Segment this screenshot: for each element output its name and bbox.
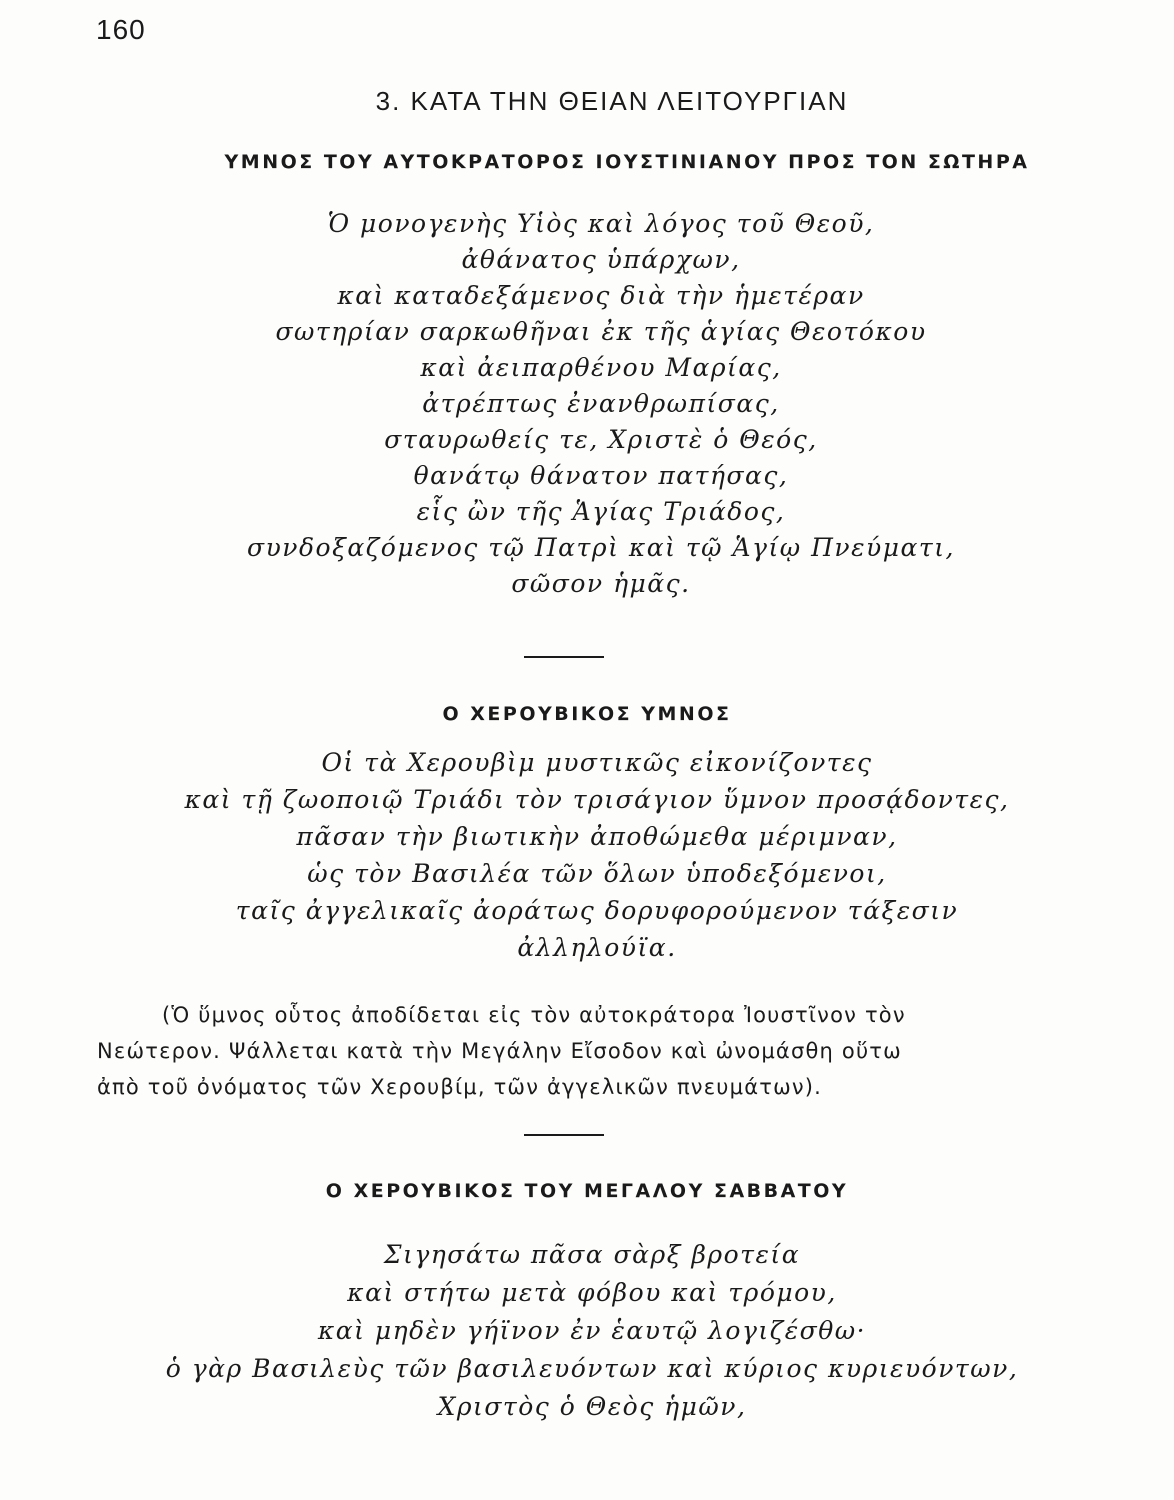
hymn-title-justinian: ΥΜΝΟΣ ΤΟΥ ΑΥΤΟΚΡΑΤΟΡΟΣ ΙΟΥΣΤΙΝΙΑΝΟΥ ΠΡΟΣ ΤΟΝ ΣΩΤΗΡΑ [224,151,1030,173]
verse-line: καὶ τῇ ζωοποιῷ Τριάδι τὸν τρισάγιον ὕμνον προσᾴδοντες, [184,785,1010,814]
hymn-verse-holy-saturday [0,1236,1174,1426]
verse-line: Ὁ μονογενὴς Υἱὸς καὶ λόγος τοῦ Θεοῦ, [327,209,875,238]
verse-line: σωτηρίαν σαρκωθῆναι ἐκ τῆς ἁγίας Θεοτόκου [275,317,927,346]
verse-line: ὁ γὰρ Βασιλεὺς τῶν βασιλευόντων καὶ κύριος κυριευόντων, [165,1354,1019,1383]
verse-line: πᾶσαν τὴν βιωτικὴν ἀποθώμεθα μέριμναν, [296,822,898,851]
hymn-note [97,997,1075,1105]
verse-line: ἀτρέπτως ἐνανθρωπίσας, [422,389,780,418]
page-number: 160 [96,14,146,45]
hymn-title-cherubic: Ο ΧΕΡΟΥΒΙΚΟΣ ΥΜΝΟΣ [442,703,732,725]
note-line: ἀπὸ τοῦ ὀνόματος τῶν Χερουβίμ, τῶν ἀγγελικῶν πνευμάτων). [97,1075,823,1099]
verse-line: Οἱ τὰ Χερουβὶμ μυστικῶς εἰκονίζοντες [321,748,873,777]
verse-line: Χριστὸς ὁ Θεὸς ἡμῶν, [437,1392,747,1421]
hymn-verse-justinian [0,206,1174,602]
verse-line: Σιγησάτω πᾶσα σὰρξ βροτεία [383,1240,801,1269]
verse-line: θανάτῳ θάνατον πατήσας, [413,461,789,490]
section-title: 3. ΚΑΤΑ ΤΗΝ ΘΕΙΑΝ ΛΕΙΤΟΥΡΓΙΑΝ [375,86,849,116]
verse-line: καὶ στήτω μετὰ φόβου καὶ τρόμου, [347,1278,837,1307]
verse-line: καὶ μηδὲν γήϊνον ἐν ἑαυτῷ λογιζέσθω· [317,1316,867,1345]
note-line: Νεώτερον. Ψάλλεται κατὰ τὴν Μεγάλην Εἴσοδον καὶ ὠνομάσθη οὕτω [97,1039,902,1063]
verse-line: καὶ καταδεξάμενος διὰ τὴν ἡμετέραν [337,281,865,310]
verse-line: εἷς ὢν τῆς Ἁγίας Τριάδος, [416,497,786,526]
verse-line: ἀλληλούϊα. [517,933,677,962]
verse-line: καὶ ἀειπαρθένου Μαρίας, [420,353,782,382]
verse-line: ὡς τὸν Βασιλέα τῶν ὅλων ὑποδεξόμενοι, [307,859,887,888]
hymn-verse-cherubic [0,744,1174,966]
verse-line: σταυρωθείς τε, Χριστὲ ὁ Θεός, [384,425,818,454]
verse-line: ταῖς ἀγγελικαῖς ἀοράτως δορυφορούμενον τάξεσιν [235,896,959,925]
verse-line: σῶσον ἡμᾶς. [511,569,691,598]
section-divider [524,1134,604,1136]
hymn-title-holy-saturday: Ο ΧΕΡΟΥΒΙΚΟΣ ΤΟΥ ΜΕΓΑΛΟΥ ΣΑΒΒΑΤΟΥ [325,1180,849,1202]
note-line: (Ὁ ὕμνος οὗτος ἀποδίδεται εἰς τὸν αὐτοκράτορα Ἰουστῖνον τὸν [162,1003,906,1027]
verse-line: ἀθάνατος ὑπάρχων, [461,245,741,274]
verse-line: συνδοξαζόμενος τῷ Πατρὶ καὶ τῷ Ἁγίῳ Πνεύματι, [247,533,955,562]
section-divider [524,656,604,658]
